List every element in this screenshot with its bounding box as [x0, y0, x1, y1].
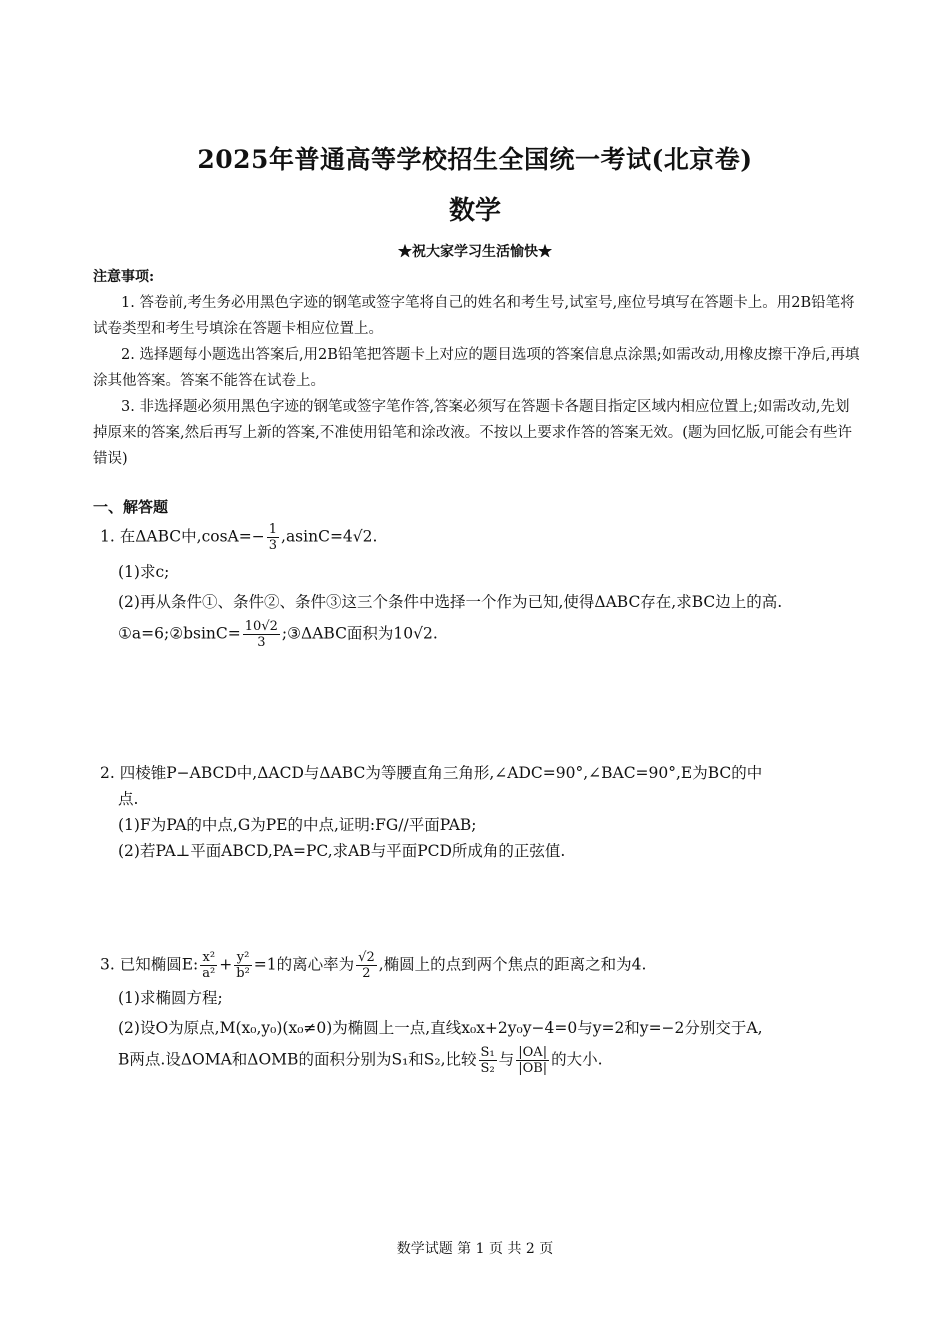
q1-part1: (1)求c;	[118, 563, 170, 581]
exam-title: 2025年普通高等学校招生全国统一考试(北京卷)	[197, 145, 753, 174]
q3-stem: 3. 已知椭圆E: $\frac{\text{x²}}{\text{a²}}$ + $\frac{\text{y²}}{\text{b²}}$ =1的离心率为 $\frac{√2}{2}$ ,椭圆上的点到两个焦点的距离之和为4.	[100, 950, 647, 981]
question-3	[100, 950, 870, 1076]
q3-number: 3.	[100, 955, 115, 974]
notice-heading: 注意事项:	[93, 269, 155, 285]
q3-frac-oa: $\frac{|OA|}{|OB|}$	[518, 1045, 548, 1076]
q3-part2-line2: B两点.设ΔOMA和ΔOMB的面积分别为S₁和S₂,比较 $\frac{\text{S₁}}{\text{S₂}}$ 与 $\frac{|OA|}{|OB|}$ 的大小.	[118, 1045, 603, 1076]
subject-title: 数学	[448, 196, 501, 226]
q2-part2: (2)若PA⊥平面ABCD,PA=PC,求AB与平面PCD所成角的正弦值.	[118, 842, 566, 860]
question-2	[100, 760, 870, 864]
q1-part2: (2)再从条件①、条件②、条件③这三个条件中选择一个作为已知,使得ΔABC存在,求BC边上的高.	[118, 593, 783, 611]
q3-frac-y: $\frac{\text{y²}}{\text{b²}}$	[236, 950, 250, 981]
q3-part2-line1: (2)设O为原点,M(x₀,y₀)(x₀≠0)为椭圆上一点,直线x₀x+2y₀y−4=0与y=2和y=−2分别交于A,	[118, 1019, 763, 1037]
notice-item-2: 2. 选择题每小题选出答案后,用2B铅笔把答题卡上对应的题目选项的答案信息点涂黑;如需改动,用橡皮擦干净后,再填涂其他答案。答案不能答在试卷上。	[93, 347, 860, 389]
q1-stem-a: 在ΔABC中,cosA=−	[119, 527, 265, 546]
q2-part1: (1)F为PA的中点,G为PE的中点,证明:FG//平面PAB;	[118, 816, 477, 834]
q1-number: 1.	[100, 527, 115, 546]
q1-stem-b: ,asinC=4√2.	[281, 527, 378, 546]
notice-body	[93, 290, 863, 472]
motto: ★祝大家学习生活愉快★	[398, 244, 552, 260]
question-1	[100, 522, 870, 650]
q2-number: 2.	[100, 764, 115, 782]
q3-frac-s: $\frac{\text{S₁}}{\text{S₂}}$	[480, 1045, 495, 1076]
q3-frac-ecc: $\frac{√2}{2}$	[358, 950, 375, 981]
page-footer: 数学试题 第 1 页 共 2 页	[396, 1241, 554, 1257]
q2-stem-line2: 点.	[118, 790, 139, 808]
notice-item-3: 3. 非选择题必须用黑色字迹的钢笔或签字笔作答,答案必须写在答题卡各题目指定区域内相应位置上;如需改动,先划掉原来的答案,然后再写上新的答案,不准使用铅笔和涂改液。不按以上要求作答的答案无效。(题为回忆版,可能会有些许错误)	[93, 399, 852, 467]
section-title: 一、解答题	[93, 498, 169, 516]
notice-item-1: 1. 答卷前,考生务必用黑色字迹的钢笔或签字笔将自己的姓名和考生号,试室号,座位号填写在答题卡上。用2B铅笔将试卷类型和考生号填涂在答题卡相应位置上。	[93, 295, 855, 337]
q3-part1: (1)求椭圆方程;	[118, 989, 223, 1007]
q1-cond-fraction: $\frac{10√2}{3}$	[244, 619, 278, 650]
q3-frac-x: $\frac{\text{x²}}{\text{a²}}$	[202, 950, 216, 981]
q1-stem	[100, 522, 870, 553]
q2-stem-line1: 2. 四棱锥P−ABCD中,ΔACD与ΔABC为等腰直角三角形,∠ADC=90°,∠BAC=90°,E为BC的中	[100, 764, 763, 782]
q1-conditions: ①a=6;②bsinC= $\frac{10√2}{3}$ ;③ΔABC面积为10√2.	[118, 619, 438, 650]
q1-fraction: $\frac{1}{3}$	[268, 522, 278, 553]
